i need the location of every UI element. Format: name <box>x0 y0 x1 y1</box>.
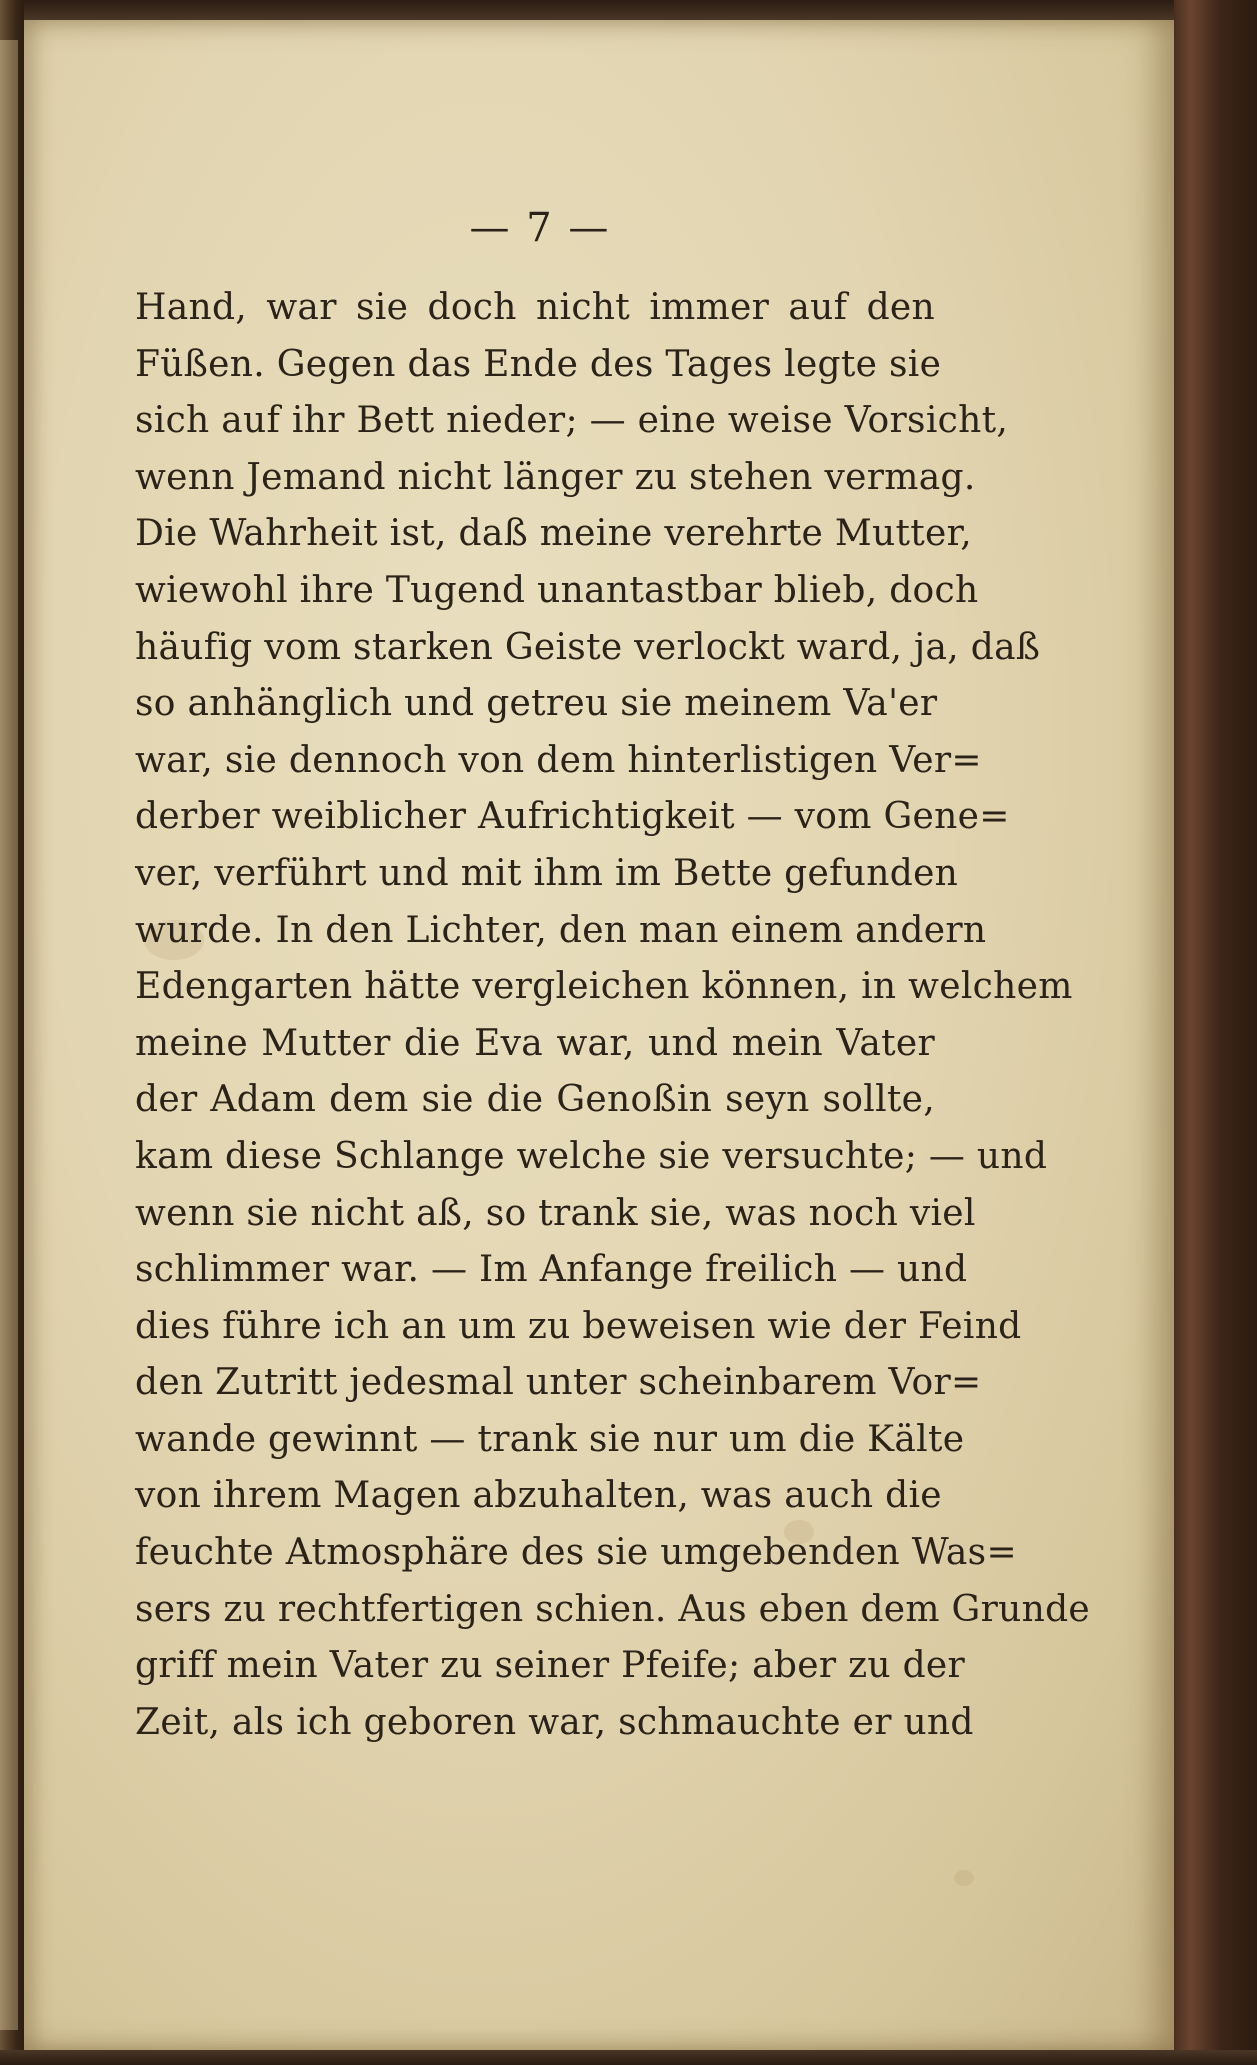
text-line: Hand, war sie doch nicht immer auf den <box>135 287 935 328</box>
paper-stain <box>954 1870 974 1886</box>
text-line: war, sie dennoch von dem hinterlistigen Ver= <box>135 739 982 781</box>
text-line: häufig vom starken Geiste verlockt ward, ja, daß <box>135 626 1041 668</box>
text-line: wiewohl ihre Tugend unantastbar blieb, doch <box>135 569 979 611</box>
text-line: Edengarten hätte vergleichen können, in welchem <box>135 966 1073 1008</box>
text-line: meine Mutter die Eva war, und mein Vater <box>135 1022 935 1064</box>
book-cover-top-edge <box>0 0 1257 20</box>
text-line: dies führe ich an um zu beweisen wie der Feind <box>135 1305 1022 1347</box>
text-line: Füßen. Gegen das Ende des Tages legte sie <box>135 343 942 385</box>
text-line: wurde. In den Lichter, den man einem andern <box>135 909 987 951</box>
text-line: sich auf ihr Bett nieder; — eine weise Vorsicht, <box>135 400 1009 442</box>
book-cover-right-edge <box>1174 0 1257 2065</box>
facing-page-edge <box>0 40 18 2030</box>
text-line: Zeit, als ich geboren war, schmauchte er und <box>135 1701 974 1743</box>
text-line: wande gewinnt — trank sie nur um die Kälte <box>135 1418 965 1460</box>
text-line: ver, verführt und mit ihm im Bette gefunden <box>135 852 959 894</box>
text-line: der Adam dem sie die Genoßin seyn sollte, <box>135 1079 935 1121</box>
text-line: feuchte Atmosphäre des sie umgebenden Was= <box>135 1532 1017 1574</box>
text-line: sers zu rechtfertigen schien. Aus eben dem Grunde <box>135 1588 1091 1630</box>
text-line: derber weiblicher Aufrichtigkeit — vom Gene= <box>135 796 1010 838</box>
text-line: wenn sie nicht aß, so trank sie, was noch viel <box>135 1192 976 1234</box>
book-cover-bottom-edge <box>0 2050 1257 2065</box>
text-line: von ihrem Magen abzuhalten, was auch die <box>135 1475 942 1517</box>
text-line: kam diese Schlange welche sie versuchte; — und <box>135 1135 1048 1177</box>
text-line: wenn Jemand nicht länger zu stehen vermag. <box>135 456 976 498</box>
text-line: Die Wahrheit ist, daß meine verehrte Mutter, <box>135 513 972 555</box>
text-line: so anhänglich und getreu sie meinem Va'er <box>135 683 938 725</box>
text-line: schlimmer war. — Im Anfange freilich — und <box>135 1249 968 1291</box>
page-number: — 7 — <box>469 205 611 251</box>
text-line: griff mein Vater zu seiner Pfeife; aber zu der <box>135 1645 966 1687</box>
body-text <box>135 280 1091 1751</box>
text-line: den Zutritt jedesmal unter scheinbarem Vor= <box>135 1362 982 1404</box>
